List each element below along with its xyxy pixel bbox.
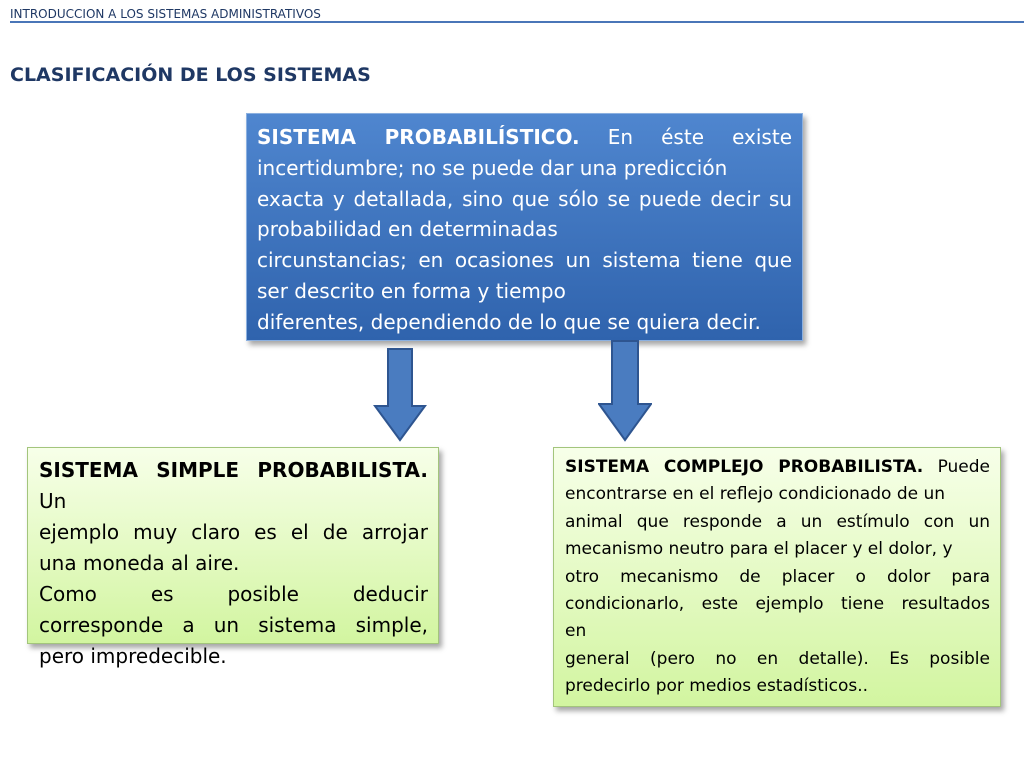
complex-line-5: otro mecanismo de placer o dolor para xyxy=(565,566,990,587)
complex-line-2: encontrarse en el reflejo condicionado de un xyxy=(565,484,946,505)
simple-line-4: Como es posible deducir xyxy=(39,582,428,606)
down-arrow-right-icon xyxy=(598,340,652,442)
complex-line-7: en xyxy=(565,621,587,642)
probabilistic-line-6: ser descrito en forma y tiempo xyxy=(257,278,566,303)
header-text: INTRODUCCION A LOS SISTEMAS ADMINISTRATIVOS xyxy=(10,7,321,21)
complex-line-8: general (pero no en detalle). Es posible xyxy=(565,648,990,669)
header-divider xyxy=(10,21,1024,23)
probabilistic-line-3: exacta y detallada, sino que sólo se puede decir su xyxy=(257,186,792,211)
simple-system-box xyxy=(27,447,439,668)
simple-line-1 xyxy=(39,455,428,517)
simple-line-6: pero impredecible. xyxy=(39,644,227,668)
page-title: CLASIFICACIÓN DE LOS SISTEMAS xyxy=(10,64,371,86)
probabilistic-line-5: circunstancias; en ocasiones un sistema tiene que xyxy=(257,248,792,273)
complex-line-3: animal que responde a un estímulo con un xyxy=(565,511,990,532)
complex-line-6: condicionarlo, este ejemplo tiene resultados xyxy=(565,594,990,615)
probabilistic-system-box xyxy=(246,113,803,341)
complex-line-1 xyxy=(565,454,990,481)
down-arrow-left-icon xyxy=(373,348,427,442)
simple-line-2: ejemplo muy claro es el de arrojar xyxy=(39,520,428,544)
complex-heading: SISTEMA COMPLEJO PROBABILISTA. xyxy=(565,457,924,477)
complex-line-4: mecanismo neutro para el placer y el dolor, y xyxy=(565,539,953,560)
simple-line-5: corresponde a un sistema simple, xyxy=(39,613,428,637)
simple-line-1-text: Un xyxy=(39,489,67,513)
probabilistic-heading: SISTEMA PROBABILÍSTICO. xyxy=(257,125,580,149)
complex-line-9: predecirlo por medios estadísticos.. xyxy=(565,676,869,697)
simple-heading: SISTEMA SIMPLE PROBABILISTA. xyxy=(39,458,428,482)
probabilistic-line-1-text: En éste existe xyxy=(607,125,792,149)
simple-line-3: una moneda al aire. xyxy=(39,551,240,575)
probabilistic-line-1 xyxy=(257,122,792,153)
probabilistic-line-4: probabilidad en determinadas xyxy=(257,217,558,242)
complex-line-1-text: Puede xyxy=(937,457,991,477)
complex-system-box xyxy=(553,447,1001,707)
probabilistic-line-7: diferentes, dependiendo de lo que se quiera decir. xyxy=(257,309,761,334)
probabilistic-line-2: incertidumbre; no se puede dar una predicción xyxy=(257,155,728,180)
